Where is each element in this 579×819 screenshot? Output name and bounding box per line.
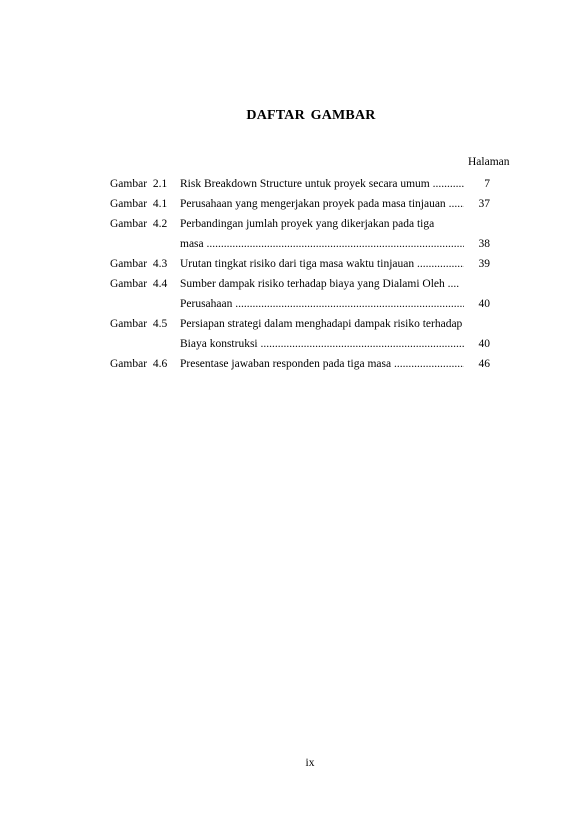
- page-number: 7: [484, 178, 490, 190]
- figure-caption: Sumber dampak risiko terhadap biaya yang Dialami Oleh ....: [180, 278, 460, 290]
- figure-label: Gambar 4.1: [110, 198, 168, 210]
- list-item: [110, 257, 490, 277]
- figure-label: Gambar 4.2: [110, 218, 168, 230]
- page-number: 39: [478, 258, 490, 270]
- footer-page-number: ix: [305, 757, 315, 769]
- list-item: [110, 217, 490, 257]
- figure-caption: Risk Breakdown Structure untuk proyek secara umum .....: [180, 177, 464, 191]
- list-item: [110, 177, 490, 197]
- page-number: 46: [478, 358, 490, 370]
- figure-caption: Perusahaan yang mengerjakan proyek pada masa tinjauan .....: [180, 197, 464, 211]
- figure-label: Gambar 2.1: [110, 178, 168, 190]
- figure-caption-continued: masa .....: [180, 237, 464, 251]
- list-item: [110, 277, 490, 317]
- list-item: [110, 197, 490, 217]
- page-number: 38: [478, 238, 490, 250]
- list-item: [110, 357, 490, 377]
- figure-list: [110, 177, 490, 377]
- figure-caption: Perbandingan jumlah proyek yang dikerjakan pada tiga: [180, 218, 435, 230]
- page-title: DAFTAR GAMBAR: [246, 108, 376, 123]
- figure-caption: Persiapan strategi dalam menghadapi dampak risiko terhadap: [180, 318, 463, 330]
- list-item: [110, 317, 490, 357]
- figure-label: Gambar 4.4: [110, 278, 168, 290]
- figure-label: Gambar 4.6: [110, 358, 168, 370]
- figure-caption: Urutan tingkat risiko dari tiga masa waktu tinjauan .....: [180, 257, 464, 271]
- page-column-header: Halaman: [468, 156, 510, 168]
- page-number: 40: [478, 338, 490, 350]
- figure-label: Gambar 4.5: [110, 318, 168, 330]
- page-number: 37: [478, 198, 490, 210]
- figure-label: Gambar 4.3: [110, 258, 168, 270]
- figure-caption-continued: Biaya konstruksi .....: [180, 337, 464, 351]
- figure-caption: Presentase jawaban responden pada tiga masa .....: [180, 357, 464, 371]
- figure-caption-continued: Perusahaan .....: [180, 297, 464, 311]
- page-number: 40: [478, 298, 490, 310]
